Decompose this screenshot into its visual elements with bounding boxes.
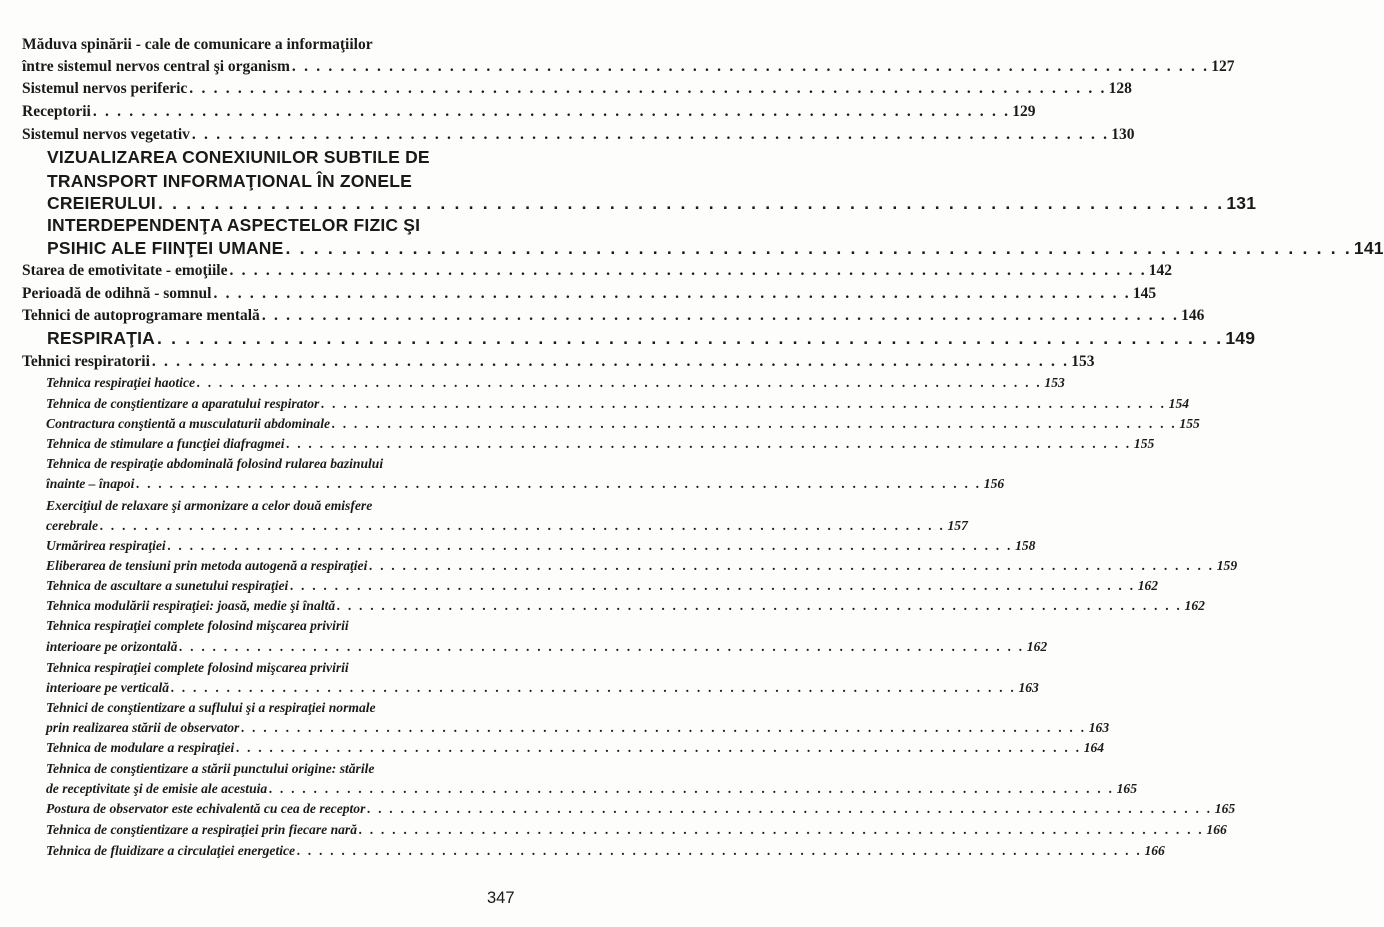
dot-leader <box>187 80 1108 98</box>
toc-entry <box>46 639 1048 655</box>
toc-entry-title: Tehnica de ascultare a sunetului respiraţiei <box>46 578 289 593</box>
dot-leader <box>150 353 1071 371</box>
toc-entry-title: Tehnica de respiraţie abdominală folosind rularea bazinului <box>46 456 384 471</box>
dot-leader <box>367 558 1216 574</box>
toc-entry-page: 166 <box>1144 843 1165 858</box>
toc-entry-title: Măduva spinării - cale de comunicare a informaţiilor <box>22 36 373 53</box>
toc-entry <box>46 558 1238 574</box>
toc-entry-title: Tehnici de conştientizare a suflului şi a respiraţiei normale <box>46 700 376 715</box>
toc-entry-title: Tehnica modulării respiraţiei: joasă, medie şi înaltă <box>46 598 336 613</box>
dot-leader <box>288 578 1137 594</box>
toc-entry <box>46 740 1105 756</box>
toc-entry <box>22 80 1132 98</box>
toc-entry <box>46 680 1039 696</box>
dot-leader <box>91 103 1012 121</box>
toc-entry-title: RESPIRAŢIA <box>47 328 155 348</box>
toc-entry <box>22 353 1095 371</box>
toc-entry-page: 153 <box>1044 375 1065 390</box>
toc-entry-page: 129 <box>1012 103 1036 120</box>
toc-entry-page: 130 <box>1111 126 1135 143</box>
toc-entry-title: Sistemul nervos periferic <box>22 80 188 97</box>
dot-leader <box>260 307 1181 325</box>
toc-entry-title: Tehnica de conştientizare a aparatului respirator <box>46 396 320 411</box>
toc-entry-title: Tehnica respiraţiei complete folosind mişcarea privirii <box>46 618 349 633</box>
toc-entry-page: 145 <box>1132 285 1157 302</box>
toc-entry <box>22 103 1036 121</box>
toc-entry-page: 165 <box>1116 781 1137 796</box>
dot-leader <box>295 843 1144 859</box>
dot-leader <box>234 740 1083 756</box>
dot-leader <box>290 58 1211 76</box>
toc-entry-title-cont: CREIERULUI <box>47 193 156 213</box>
toc-entry-title: Tehnica respiraţiei complete folosind mişcarea privirii <box>46 660 349 675</box>
toc-entry-page: 155 <box>1133 436 1155 451</box>
dot-leader <box>98 518 947 534</box>
toc-entry-title: Perioadă de odihnă - somnul <box>22 285 212 302</box>
toc-entry <box>46 598 1205 614</box>
toc-entry-page: 157 <box>947 518 968 533</box>
dot-leader <box>284 238 1354 259</box>
toc-entry-title: Receptorii <box>22 103 91 120</box>
toc-entry <box>47 328 1256 349</box>
toc-entry-page: 159 <box>1216 558 1238 573</box>
toc-entry <box>46 538 1036 554</box>
toc-entry-page: 142 <box>1148 262 1173 279</box>
toc-entry <box>46 396 1190 412</box>
toc-entry-title: Tehnici de autoprogramare mentală <box>22 307 260 324</box>
toc-entry-page: 131 <box>1226 193 1257 213</box>
toc-entry <box>47 193 1257 214</box>
toc-entry-title-cont: prin realizarea stării de observator <box>46 720 240 735</box>
page-number: 347 <box>487 889 515 907</box>
toc-entry-page: 166 <box>1206 822 1227 837</box>
toc-entry-title-cont: interioare pe orizontală <box>46 639 178 654</box>
toc-entry <box>46 578 1159 594</box>
toc-entry <box>46 518 968 534</box>
toc-entry-page: 163 <box>1018 680 1039 695</box>
toc-entry-page: 162 <box>1184 598 1205 613</box>
toc-entry-title: Postura de observator este echivalentă cu cea de receptor <box>46 801 366 816</box>
toc-entry-title: Tehnici respiratorii <box>22 353 150 370</box>
toc-entry <box>22 126 1135 144</box>
toc-entry <box>46 720 1110 736</box>
dot-leader <box>156 193 1226 214</box>
toc-entry-page: 164 <box>1083 740 1105 755</box>
toc-entry <box>47 238 1384 259</box>
dot-leader <box>166 538 1015 554</box>
toc-entry-title: Tehnica de stimulare a funcţiei diafragmei <box>46 436 285 451</box>
toc-entry-page: 141 <box>1353 238 1384 258</box>
toc-entry-title: Starea de emotivitate - emoţiile <box>22 262 228 279</box>
dot-leader <box>211 285 1132 303</box>
dot-leader <box>177 639 1026 655</box>
dot-leader <box>195 375 1044 391</box>
toc-entry-title: Exerciţiul de relaxare şi armonizare a celor două emisfere <box>46 498 373 513</box>
toc-entry-title-cont: TRANSPORT INFORMAŢIONAL ÎN ZONELE <box>47 171 413 191</box>
toc-entry-title-cont: PSIHIC ALE FIINŢEI UMANE <box>47 238 284 258</box>
dot-leader <box>227 262 1148 280</box>
dot-leader <box>319 396 1168 412</box>
toc-entry <box>46 822 1227 838</box>
dot-leader <box>134 476 983 492</box>
toc-entry-page: 154 <box>1168 396 1190 411</box>
toc-entry-title: INTERDEPENDENŢA ASPECTELOR FIZIC ŞI <box>47 215 421 235</box>
toc-entry-page: 149 <box>1225 328 1256 348</box>
toc-entry-title: Tehnica respiraţiei haotice <box>46 375 196 390</box>
dot-leader <box>169 680 1018 696</box>
toc-entry-title-cont: cerebrale <box>46 518 99 533</box>
toc-entry-page: 155 <box>1179 416 1200 431</box>
toc-entry-page: 158 <box>1015 538 1036 553</box>
dot-leader <box>155 328 1225 349</box>
toc-entry-title: Tehnica de fluidizare a circulaţiei energetice <box>46 843 296 858</box>
dot-leader <box>335 598 1184 614</box>
toc-entry-title: Urmărirea respiraţiei <box>46 538 166 553</box>
toc-entry-title: Sistemul nervos vegetativ <box>22 126 190 143</box>
toc-entry-title: Eliberarea de tensiuni prin metoda autogenă a respiraţiei <box>46 558 368 573</box>
dot-leader <box>357 822 1206 838</box>
toc-entry <box>22 58 1235 76</box>
toc-entry <box>46 476 1005 492</box>
toc-entry-page: 156 <box>983 476 1005 491</box>
toc-entry-page: 162 <box>1026 639 1048 654</box>
toc-entry-page: 153 <box>1071 353 1095 370</box>
toc-entry <box>22 285 1157 303</box>
toc-entry <box>46 416 1200 432</box>
toc-entry-page: 127 <box>1211 58 1235 75</box>
toc-entry-title-cont: de receptivitate şi de emisie ale acestuia <box>46 781 268 796</box>
toc-entry <box>22 307 1205 325</box>
toc-entry-title: VIZUALIZAREA CONEXIUNILOR SUBTILE DE <box>47 147 430 167</box>
toc-entry-title: Tehnica de conştientizare a stării punctului origine: stările <box>46 761 375 776</box>
toc-entry-title-cont: înainte – înapoi <box>46 476 135 491</box>
toc-entry <box>46 781 1137 797</box>
toc-entry-page: 146 <box>1181 307 1205 324</box>
toc-entry-title: Tehnica de modulare a respiraţiei <box>46 740 235 755</box>
dot-leader <box>239 720 1088 736</box>
dot-leader <box>285 436 1134 452</box>
dot-leader <box>365 801 1214 817</box>
dot-leader <box>267 781 1116 797</box>
toc-entry <box>46 801 1236 817</box>
toc-entry-title-cont: între sistemul nervos central şi organism <box>22 58 290 75</box>
toc-entry-title-cont: interioare pe verticală <box>46 680 170 695</box>
toc-entry-page: 162 <box>1137 578 1159 593</box>
dot-leader <box>190 126 1111 144</box>
toc-entry-title: Contractura conştientă a musculaturii abdominale <box>46 416 331 431</box>
toc-entry <box>46 436 1155 452</box>
dot-leader <box>330 416 1179 432</box>
toc-entry <box>46 843 1165 859</box>
toc-entry-page: 165 <box>1214 801 1236 816</box>
toc-entry-page: 128 <box>1108 80 1132 97</box>
toc-entry <box>46 375 1065 391</box>
toc-entry <box>22 262 1173 280</box>
toc-entry-page: 163 <box>1088 720 1110 735</box>
toc-entry-title: Tehnica de conştientizare a respiraţiei prin fiecare nară <box>46 822 358 837</box>
